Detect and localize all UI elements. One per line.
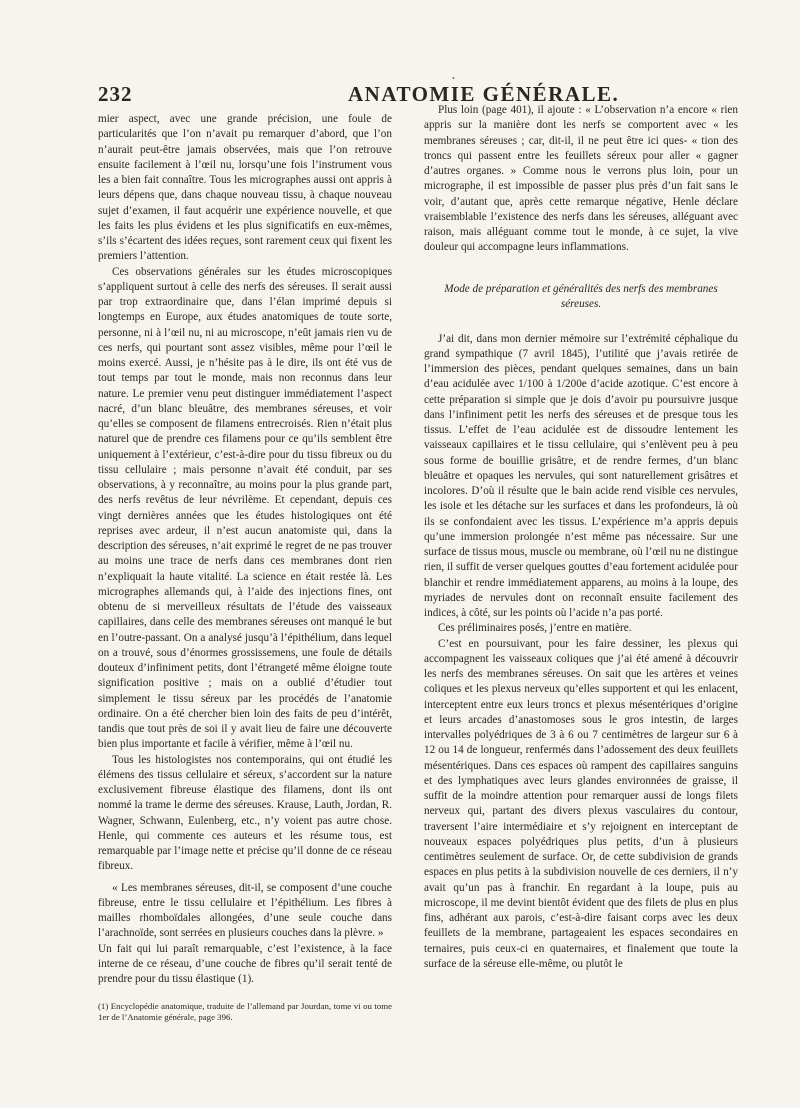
- right-column: [424, 103, 738, 972]
- page-number: 232: [98, 82, 133, 106]
- paragraph: mier aspect, avec une grande précision, une foule de particularités que l’on n’avait pu remarquer d’abord, que l’on n’aurait peut-être jamais observées, mais que l’on retrouve ensuite facilement à l’œil nu, lorsqu’une fois l’instrument vous les a bien fait connaître. Tous les micrographes aussi ont appris à leurs dépens que, dans chaque nouveau tissu, à chaque nouveau sujet d’examen, il faut acquérir une expérience nouvelle, et que les faits les plus évidens et les plus significatifs en eux-mêmes, s’ils s’écartent des idées reçues, sont rarement ceux qui fixent les premiers l’attention.: [98, 113, 392, 263]
- quotation: « Les membranes séreuses, dit-il, se composent d’une couche fibreuse, entre le tissu cellulaire et l’épithélium. Les fibres à mailles rhomboïdales allongées, d’une seule couche dans l’arachnoïde, sont serrées en plusieurs couches dans la plèvre. »: [98, 881, 392, 940]
- running-title: ANATOMIE GÉNÉRALE.: [348, 82, 620, 106]
- section-heading: Mode de préparation et généralités des nerfs des membranes séreuses.: [444, 282, 718, 310]
- paragraph: J’ai dit, dans mon dernier mémoire sur l’extrémité céphalique du grand sympathique (7 avril 1845), l’utilité que j’avais retirée de l’immersion des pièces, pendant quelques semaines, dans un bain d’eau acidulée avec 1/100 à 1/200e d’acide azotique. C’est encore à cette préparation si simple que je dois d’avoir pu poursuivre jusque dans l’infiniment petit les nerfs des séreuses et de presque tous les tissus. L’effet de l’eau acidulée est de dissoudre lentement les vaisseaux capillaires et le tissu cellulaire, qui s’enlèvent peu à peu sous forme de bouillie grisâtre, et de rendre fermes, d’un blanc bleuâtre et opaques les nervules, qui sont naturellement grisâtres et incolores. D’où il résulte que le bain acide rend visible ces nervules, les isole et les détache sur les surfaces et dans les profondeurs, là où ils se confondaient avec les tissus. L’expérience m’a appris depuis qu’une immersion prolongée n’est même pas nécessaire. Sur une surface de tissus mous, muscle ou membrane, où l’œil nu ne distingue rien, il suffit de verser quelques gouttes d’eau fortement acidulée pour blanchir et rendre immédiatement apparens, au moins à la loupe, des myriades de nervules dont on reconnaît ensuite facilement des indices, à côté, sur les points où l’acide n’a pas porté.: [424, 332, 738, 619]
- footnote: (1) Encyclopédie anatomique, traduite de l’allemand par Jourdan, tome vi ou tome 1er de l’Anatomie générale, page 396.: [98, 1001, 392, 1023]
- header-mark: •: [452, 74, 455, 83]
- paragraph: Plus loin (page 401), il ajoute : « L’observation n’a encore « rien appris sur la manière dont les nerfs se comportent avec « les membranes séreuses ; car, dit-il, il ne peut être ici ques- « tion des troncs qui passent entre les feuillets séreux pour aller « gagner d’autres organes. » Comme nous le verrons plus loin, pour un micrographe, il est impossible de passer plus près d’un fait sans le voir, d’autant que, après cette remarque négative, Henle déclare vraisemblable l’existence des nerfs dans les séreuses, alléguant avec raison, mais alléguant comme tout le monde, à ce sujet, la vive douleur qui accompagne leurs inflammations.: [424, 104, 738, 254]
- paragraph: Ces préliminaires posés, j’entre en matière.: [438, 622, 632, 635]
- paragraph: Tous les histologistes nos contemporains, qui ont étudié les élémens des tissus cellulaire et séreux, s’accordent sur la nature exclusivement fibreuse élastique des filamens, dont ils ont nommé la trame le derme des séreuses. Krause, Lauth, Jordan, R. Wagner, Schwann, Eulenberg, etc., n’y voient pas autre chose. Henle, qui commente ces auteurs et les résume tous, est remarquable par l’image nette et précise qu’il donne de ce réseau fibreux.: [98, 753, 392, 873]
- paragraph: C’est en poursuivant, pour les faire dessiner, les plexus qui accompagnent les vaisseaux coliques que j’ai été amené à découvrir les nerfs des membranes séreuses. On sait que les artères et veines coliques et les plexus nerveux qu’elles supportent et qui les enlacent, interceptent entre eux leurs troncs et plexus mésentériques d’origine et leurs arcades d’anastomoses sous le gros intestin, de larges intervalles polyédriques de 3 à 6 ou 7 centimètres de largeur sur 6 à 12 ou 14 de longueur, renfermés dans l’adossement des deux feuillets mésentériques. Dans ces espaces où rampent des capillaires sanguins et des lymphatiques avec leurs glandes environnées de graisse, il suffit de la moindre attention pour remarquer aussi de longs filets nerveux qui, partant des divers plexus vasculaires du contour, traversent l’aire intermédiaire et s’y rejoignent en interceptant de nouveaux espaces polyédriques plus petits, d’un à plusieurs centimètres seulement de surface. Or, de cette subdivision de grands espaces en plus petits à la subdivision nouvelle de ces derniers, il n’y avait qu’un pas à franchir. En regardant à la loupe, puis au microscope, il me devint bientôt évident que des filets de plus en plus fins, adhérant aux parois, c’est-à-dire faisant corps avec les deux feuillets de la membrane, partageaient les espaces secondaires en ternaires, puis ceux-ci en quaternaires, et finalement que toute la surface de la séreuse elle-même, ou plutôt le: [424, 637, 738, 970]
- paragraph: Ces observations générales sur les études microscopiques s’appliquent surtout à celle des nerfs des séreuses. Il serait aussi par trop extraordinaire que, dans l’élan imprimé depuis si longtemps en Europe, aux études anatomiques de toute sorte, personne, ni à l’œil nu, ni au microscope, n’eût jamais rien vu de ces nerfs, qui pourtant sont assez visibles, même pour l’œil le moins exercé. Aussi, je n’hésite pas à le dire, ils ont été vus de tout temps par tout le monde, mais non reconnus dans leur nature. Le premier venu peut distinguer immédiatement l’aspect nacré, d’un blanc bleuâtre, des membranes séreuses, et voir qu’elles se composent de filamens entrecroisés. Rien n’était plus naturel que de prendre ces filamens pour ce qu’ils semblent être uniquement à l’extérieur, c’est-à-dire pour du tissu fibreux ou du tissu cellulaire ; mais personne n’avait été conduit, par ses observations, à y reconnaître, au moins pour la plus grande part, des nerfs revêtus de leur névrilème. Et cependant, depuis ces vingt dernières années que les études histologiques ont été reprises avec ardeur, il n’est aucun anatomiste qui, dans la description des séreuses, n’ait exprimé le regret de ne pas trouver au moins une trace de nerfs dans ces membranes dont rien n’expliquait la haute vitalité. La science en était restée là. Les micrographes allemands qui, à l’aide des injections fines, ont obtenu de si merveilleux résultats de l’étude des vaisseaux capillaires, dans celle des membranes séreuses ont manqué le but en l’outre-passant. On a analysé jusqu’à l’épithélium, dans lequel on a trouvé, sous d’énormes grossissemens, une foule de détails douteux d’infiniment petits, dont l’étrangeté même éloigne toute signification positive ; mais on a oublié d’étudier tout simplement le tissu séreux par les procédés de l’anatomie ordinaire. On a été chercher bien loin des faits de peu d’intérêt, tandis que tout près de soi il y avait lieu de faire une découverte bien plus importante et facile à vérifier, même à l’œil nu.: [98, 265, 392, 751]
- left-column: [98, 112, 392, 1023]
- paragraph: Un fait qui lui paraît remarquable, c’est l’existence, à la face interne de ce réseau, d’une couche de fibres qu’il serait tenté de prendre pour du tissu élastique (1).: [98, 942, 392, 985]
